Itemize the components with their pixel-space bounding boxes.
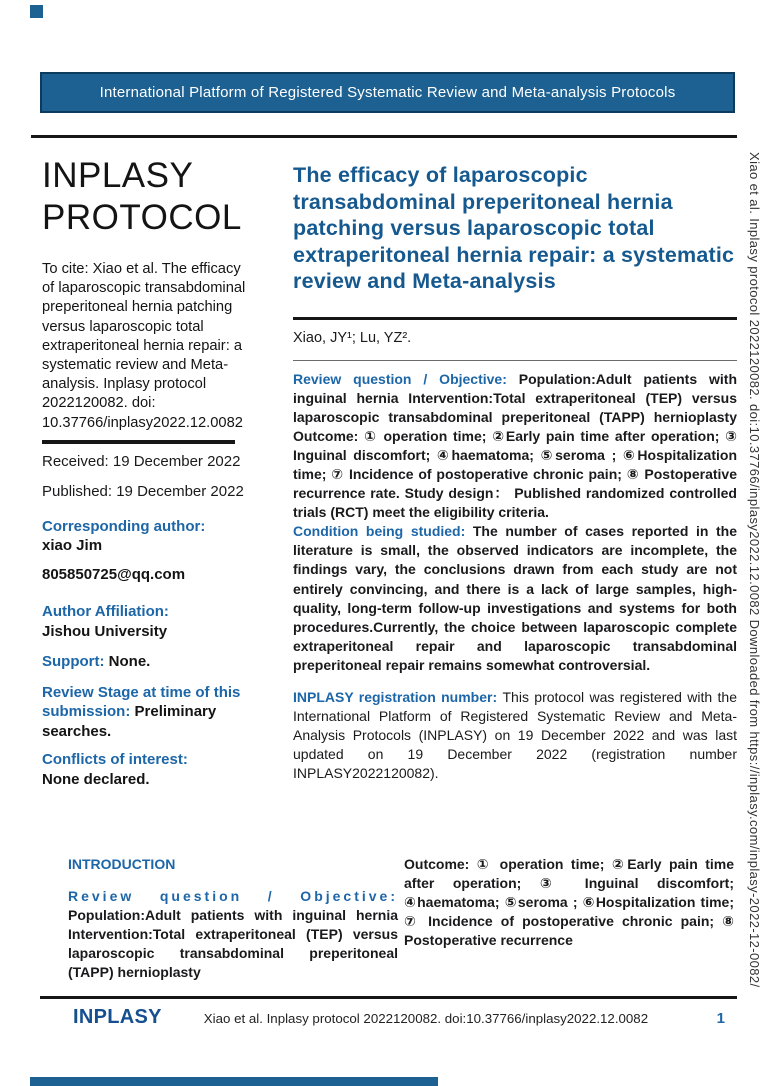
- support-block: [42, 652, 252, 672]
- footer-divider: [40, 996, 737, 999]
- review-stage-block: [42, 683, 252, 742]
- received-date: Received: 19 December 2022: [42, 452, 241, 470]
- introduction-section: [68, 855, 735, 982]
- footer-brand: INPLASY: [73, 1006, 162, 1028]
- introduction-heading: INTRODUCTION: [68, 856, 176, 872]
- corresponding-author-block: [42, 517, 252, 556]
- affiliation-value: Jishou University: [42, 622, 168, 640]
- masthead: [42, 155, 252, 239]
- review-question-label: Review question / Objective:: [293, 370, 507, 387]
- footer-citation: Xiao et al. Inplasy protocol 2022120082. doi:10.37766/inplasy2022.12.0082: [203, 1011, 649, 1026]
- conflicts-block: [42, 750, 252, 789]
- sidebar-vertical-text: Xiao et al. Inplasy protocol 2022120082. doi:10.37766/inplasy2022.12.0082 Downloaded from https://inplasy.com/inplasy-2022-12-0082/: [747, 152, 762, 988]
- masthead-line2: PROTOCOL: [42, 198, 242, 237]
- corresponding-author-value: xiao Jim: [42, 537, 103, 555]
- published-date: Published: 19 December 2022: [42, 482, 244, 500]
- banner-title: International Platform of Registered Systematic Review and Meta-analysis Protocols: [99, 84, 676, 101]
- condition-paragraph: [293, 522, 737, 675]
- introduction-right-column: [404, 855, 734, 982]
- support-label: Support:: [42, 653, 105, 671]
- condition-body: The number of cases reported in the literature is small, the observed indicators are incomplete, the findings vary, the conclusions drawn from each study are not entirely convincing, and there is a lack of large samples, high-quality, long-term follow-up investigations and systems for both procedures.Currently, the choice between laparoscopic complete extraperitoneal repair and laparoscopic transabdominal preperitoneal repair remains somewhat controversial.: [293, 523, 737, 673]
- registration-label: INPLASY registration number:: [293, 689, 498, 705]
- introduction-outcome-paragraph: Outcome: ① operation time; ②Early pain time after operation; ③ Inguinal discomfort; ④haematoma; ⑤seroma ; ⑥Hospitalization time; ⑦ Incidence of postoperative chronic pain; ⑧ Postoperative recurrence: [404, 856, 734, 949]
- footer: [40, 1006, 737, 1029]
- title-divider: [293, 317, 737, 320]
- introduction-review-body: Population:Adult patients with inguinal hernia Intervention:Total extraperitoneal (TEP) versus laparoscopic transabdominal preperitoneal (TAPP) hernioplasty: [68, 907, 398, 981]
- introduction-review-paragraph: [68, 887, 398, 982]
- registration-paragraph: [293, 688, 737, 783]
- corresponding-author-label: Corresponding author:: [42, 517, 206, 535]
- to-cite-text: To cite: Xiao et al. The efficacy of laparoscopic transabdominal preperitoneal hernia patching versus laparoscopic total extraperitoneal hernia repair: a systematic review and Meta-analysis. Inplasy protocol 2022120082. doi: 10.37766/inplasy2022.12.0082: [42, 261, 246, 431]
- corner-accent-square: [30, 5, 43, 18]
- review-stage-label: Review Stage at time of this submission:: [42, 683, 241, 721]
- review-question-body: Population:Adult patients with inguinal hernia Intervention:Total extraperitoneal (TEP) versus laparoscopic transabdominal preperitoneal (TAPP) hernioplasty Outcome: ① operation time; ②Early pain time after operation; ③ Inguinal discomfort; ④haematoma; ⑤seroma ; ⑥Hospitalization time; ⑦ Incidence of postoperative chronic pain; ⑧ Postoperative recurrence rate. Study design： Published randomized controlled trials (RCT) meet the eligibility criteria.: [293, 370, 738, 521]
- left-divider: [42, 440, 235, 444]
- page-number: 1: [716, 1010, 725, 1027]
- review-question-paragraph: [293, 370, 737, 523]
- affiliation-label: Author Affiliation:: [42, 603, 169, 621]
- top-banner: [40, 72, 735, 113]
- introduction-left-column: [68, 855, 398, 982]
- bottom-accent-bar: [30, 1077, 438, 1086]
- masthead-line1: INPLASY: [42, 156, 194, 195]
- article-title: The efficacy of laparoscopic transabdominal preperitoneal hernia patching versus laparoscopic total extraperitoneal hernia repair: a systematic review and Meta-analysis: [293, 163, 735, 293]
- authors-line: Xiao, JY¹; Lu, YZ².: [293, 329, 412, 346]
- registration-body: This protocol was registered with the International Platform of Registered Systematic Review and Meta-Analysis Protocols (INPLASY) on 19 December 2022 and was last updated on 19 December 2022 (registration number INPLASY2022120082).: [293, 689, 738, 782]
- introduction-review-label: Review question / Objective:: [68, 888, 398, 904]
- conflicts-label: Conflicts of interest:: [42, 751, 188, 769]
- authors-divider: [293, 360, 737, 361]
- left-column: [42, 155, 252, 789]
- affiliation-block: [42, 602, 252, 641]
- condition-label: Condition being studied:: [293, 523, 466, 540]
- review-stage-value: Preliminary searches.: [42, 703, 217, 740]
- conflicts-value: None declared.: [42, 770, 150, 788]
- article-column: [293, 162, 737, 783]
- corresponding-author-email: 805850725@qq.com: [42, 565, 186, 583]
- top-divider: [31, 135, 737, 138]
- support-value: None.: [108, 653, 151, 671]
